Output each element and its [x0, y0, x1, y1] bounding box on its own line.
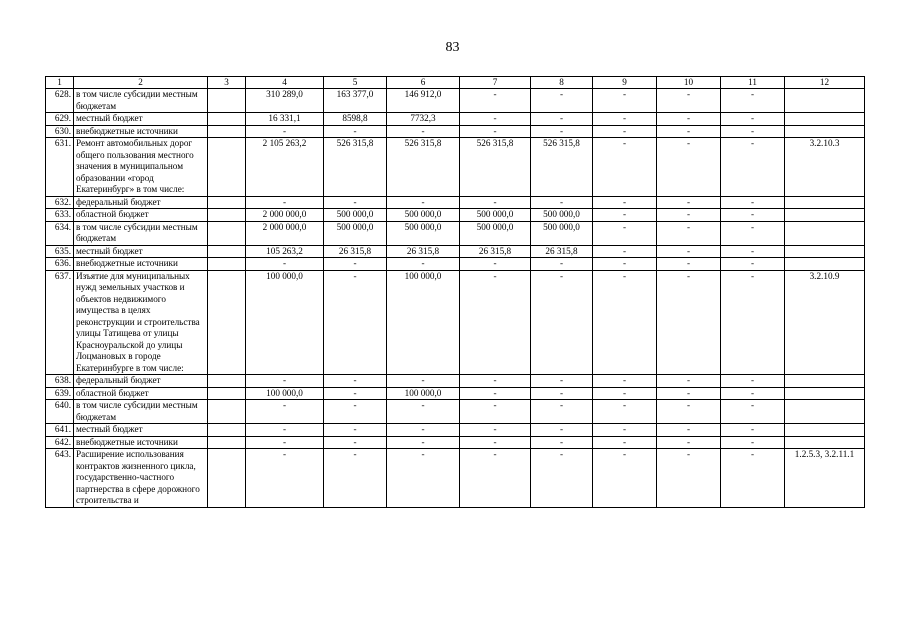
value-cell: -	[246, 424, 324, 437]
reference-cell: 1.2.5.3, 3.2.11.1	[785, 449, 865, 508]
value-cell: -	[387, 258, 460, 271]
column-3-cell	[208, 245, 246, 258]
reference-cell: 3.2.10.9	[785, 270, 865, 375]
value-cell: -	[721, 209, 785, 222]
row-number: 640.	[46, 400, 74, 424]
value-cell: 105 263,2	[246, 245, 324, 258]
column-3-cell	[208, 209, 246, 222]
column-header: 12	[785, 77, 865, 89]
value-cell: -	[657, 375, 721, 388]
table-row	[46, 113, 865, 126]
reference-cell	[785, 436, 865, 449]
row-name: внебюджетные источники	[74, 125, 208, 138]
value-cell: -	[593, 245, 657, 258]
value-cell: -	[460, 387, 531, 400]
value-cell: -	[324, 196, 387, 209]
column-header: 5	[324, 77, 387, 89]
value-cell: -	[593, 89, 657, 113]
value-cell: 526 315,8	[531, 138, 593, 197]
value-cell: 100 000,0	[246, 387, 324, 400]
column-3-cell	[208, 125, 246, 138]
value-cell: -	[387, 125, 460, 138]
value-cell: -	[460, 270, 531, 375]
column-header: 6	[387, 77, 460, 89]
value-cell: 26 315,8	[324, 245, 387, 258]
value-cell: -	[721, 387, 785, 400]
table-row	[46, 375, 865, 388]
value-cell: -	[324, 387, 387, 400]
row-name: областной бюджет	[74, 209, 208, 222]
value-cell: -	[246, 125, 324, 138]
value-cell: -	[657, 436, 721, 449]
column-3-cell	[208, 424, 246, 437]
column-3-cell	[208, 375, 246, 388]
column-header: 9	[593, 77, 657, 89]
row-number: 631.	[46, 138, 74, 197]
value-cell: -	[593, 270, 657, 375]
column-3-cell	[208, 387, 246, 400]
reference-cell	[785, 424, 865, 437]
reference-cell	[785, 196, 865, 209]
value-cell: -	[721, 113, 785, 126]
value-cell: 500 000,0	[460, 221, 531, 245]
column-3-cell	[208, 449, 246, 508]
value-cell: -	[324, 424, 387, 437]
value-cell: 500 000,0	[324, 221, 387, 245]
reference-cell	[785, 89, 865, 113]
value-cell: -	[531, 125, 593, 138]
value-cell: 163 377,0	[324, 89, 387, 113]
row-number: 630.	[46, 125, 74, 138]
budget-table	[45, 76, 865, 508]
value-cell: -	[721, 125, 785, 138]
value-cell: -	[721, 400, 785, 424]
reference-cell	[785, 113, 865, 126]
table-row	[46, 221, 865, 245]
value-cell: -	[324, 125, 387, 138]
value-cell: -	[460, 436, 531, 449]
table-row	[46, 449, 865, 508]
value-cell: -	[593, 113, 657, 126]
value-cell: 16 331,1	[246, 113, 324, 126]
value-cell: -	[593, 196, 657, 209]
value-cell: -	[531, 375, 593, 388]
value-cell: -	[593, 387, 657, 400]
column-header: 1	[46, 77, 74, 89]
row-number: 637.	[46, 270, 74, 375]
value-cell: -	[387, 424, 460, 437]
row-name: федеральный бюджет	[74, 375, 208, 388]
table-row	[46, 209, 865, 222]
value-cell: -	[593, 125, 657, 138]
value-cell: -	[460, 375, 531, 388]
value-cell: -	[531, 196, 593, 209]
value-cell: -	[657, 258, 721, 271]
row-number: 632.	[46, 196, 74, 209]
column-3-cell	[208, 138, 246, 197]
table-row	[46, 436, 865, 449]
value-cell: 500 000,0	[324, 209, 387, 222]
value-cell: 500 000,0	[531, 221, 593, 245]
value-cell: -	[324, 258, 387, 271]
value-cell: -	[324, 436, 387, 449]
table-row	[46, 400, 865, 424]
reference-cell	[785, 221, 865, 245]
value-cell: -	[593, 449, 657, 508]
table-row	[46, 424, 865, 437]
row-name: областной бюджет	[74, 387, 208, 400]
value-cell: -	[721, 245, 785, 258]
table-row	[46, 245, 865, 258]
value-cell: -	[657, 113, 721, 126]
table-header-row	[46, 77, 865, 89]
value-cell: -	[387, 400, 460, 424]
value-cell: 7732,3	[387, 113, 460, 126]
value-cell: -	[593, 436, 657, 449]
value-cell: -	[657, 400, 721, 424]
column-3-cell	[208, 270, 246, 375]
value-cell: -	[246, 436, 324, 449]
value-cell: -	[324, 270, 387, 375]
value-cell: -	[593, 375, 657, 388]
table-row	[46, 196, 865, 209]
row-number: 639.	[46, 387, 74, 400]
column-header: 4	[246, 77, 324, 89]
row-name: федеральный бюджет	[74, 196, 208, 209]
value-cell: -	[324, 375, 387, 388]
table-row	[46, 387, 865, 400]
row-name: Ремонт автомобильных дорог общего пользования местного значения в муниципальном образовании «город Екатеринбург» в том числе:	[74, 138, 208, 197]
column-3-cell	[208, 196, 246, 209]
value-cell: -	[387, 196, 460, 209]
reference-cell	[785, 387, 865, 400]
row-name: Расширение использования контрактов жизненного цикла, государственно-частного партнерства в сфере дорожного строительства и	[74, 449, 208, 508]
value-cell: -	[657, 387, 721, 400]
column-header: 3	[208, 77, 246, 89]
row-name: в том числе субсидии местным бюджетам	[74, 221, 208, 245]
reference-cell	[785, 258, 865, 271]
row-name: местный бюджет	[74, 245, 208, 258]
value-cell: -	[657, 245, 721, 258]
value-cell: -	[531, 89, 593, 113]
page-number: 83	[445, 40, 460, 55]
table-row	[46, 89, 865, 113]
value-cell: -	[246, 196, 324, 209]
reference-cell	[785, 209, 865, 222]
value-cell: -	[531, 400, 593, 424]
value-cell: -	[531, 387, 593, 400]
value-cell: -	[387, 436, 460, 449]
row-name: местный бюджет	[74, 424, 208, 437]
value-cell: -	[657, 89, 721, 113]
value-cell: -	[460, 196, 531, 209]
row-number: 629.	[46, 113, 74, 126]
column-3-cell	[208, 113, 246, 126]
value-cell: -	[387, 375, 460, 388]
value-cell: 500 000,0	[387, 221, 460, 245]
value-cell: -	[460, 400, 531, 424]
value-cell: -	[246, 400, 324, 424]
value-cell: 526 315,8	[324, 138, 387, 197]
column-header: 11	[721, 77, 785, 89]
value-cell: -	[657, 424, 721, 437]
value-cell: -	[657, 221, 721, 245]
row-name: внебюджетные источники	[74, 436, 208, 449]
value-cell: 310 289,0	[246, 89, 324, 113]
value-cell: -	[460, 449, 531, 508]
value-cell: -	[460, 424, 531, 437]
value-cell: -	[460, 113, 531, 126]
value-cell: -	[460, 258, 531, 271]
column-3-cell	[208, 221, 246, 245]
value-cell: -	[721, 436, 785, 449]
column-3-cell	[208, 89, 246, 113]
value-cell: 500 000,0	[387, 209, 460, 222]
value-cell: -	[721, 221, 785, 245]
table-row	[46, 270, 865, 375]
value-cell: -	[531, 258, 593, 271]
row-number: 628.	[46, 89, 74, 113]
value-cell: 100 000,0	[246, 270, 324, 375]
value-cell: -	[460, 125, 531, 138]
value-cell: -	[324, 400, 387, 424]
value-cell: 26 315,8	[531, 245, 593, 258]
row-number: 635.	[46, 245, 74, 258]
row-number: 642.	[46, 436, 74, 449]
value-cell: 26 315,8	[460, 245, 531, 258]
column-3-cell	[208, 436, 246, 449]
value-cell: -	[531, 436, 593, 449]
value-cell: -	[657, 449, 721, 508]
value-cell: -	[246, 449, 324, 508]
row-number: 633.	[46, 209, 74, 222]
value-cell: -	[246, 258, 324, 271]
value-cell: 2 000 000,0	[246, 209, 324, 222]
value-cell: -	[593, 221, 657, 245]
value-cell: -	[531, 424, 593, 437]
table-row	[46, 125, 865, 138]
row-number: 634.	[46, 221, 74, 245]
row-name: в том числе субсидии местным бюджетам	[74, 400, 208, 424]
value-cell: 100 000,0	[387, 270, 460, 375]
value-cell: -	[721, 375, 785, 388]
value-cell: -	[531, 113, 593, 126]
value-cell: 8598,8	[324, 113, 387, 126]
row-number: 641.	[46, 424, 74, 437]
value-cell: -	[721, 196, 785, 209]
value-cell: -	[593, 209, 657, 222]
table-row	[46, 258, 865, 271]
value-cell: -	[657, 125, 721, 138]
table-body	[46, 89, 865, 508]
value-cell: -	[721, 258, 785, 271]
row-number: 636.	[46, 258, 74, 271]
column-3-cell	[208, 258, 246, 271]
row-name: местный бюджет	[74, 113, 208, 126]
column-header: 2	[74, 77, 208, 89]
value-cell: -	[721, 270, 785, 375]
value-cell: 2 000 000,0	[246, 221, 324, 245]
value-cell: -	[657, 270, 721, 375]
value-cell: -	[593, 138, 657, 197]
value-cell: -	[531, 270, 593, 375]
reference-cell	[785, 245, 865, 258]
value-cell: -	[721, 89, 785, 113]
value-cell: 526 315,8	[387, 138, 460, 197]
table-row	[46, 138, 865, 197]
value-cell: -	[246, 375, 324, 388]
value-cell: -	[721, 138, 785, 197]
row-name: внебюджетные источники	[74, 258, 208, 271]
row-number: 638.	[46, 375, 74, 388]
column-header: 8	[531, 77, 593, 89]
value-cell: 146 912,0	[387, 89, 460, 113]
value-cell: -	[657, 138, 721, 197]
row-name: в том числе субсидии местным бюджетам	[74, 89, 208, 113]
value-cell: -	[460, 89, 531, 113]
reference-cell	[785, 375, 865, 388]
value-cell: 500 000,0	[460, 209, 531, 222]
value-cell: 526 315,8	[460, 138, 531, 197]
value-cell: -	[593, 400, 657, 424]
value-cell: 500 000,0	[531, 209, 593, 222]
value-cell: -	[387, 449, 460, 508]
value-cell: -	[593, 258, 657, 271]
reference-cell: 3.2.10.3	[785, 138, 865, 197]
row-name: Изъятие для муниципальных нужд земельных участков и объектов недвижимого имущества в целях реконструкции и строительства улицы Татищева от улицы Красноуральской до улицы Лоцмановых в городе Екатеринбурге в том числе:	[74, 270, 208, 375]
reference-cell	[785, 400, 865, 424]
column-header: 10	[657, 77, 721, 89]
value-cell: 2 105 263,2	[246, 138, 324, 197]
value-cell: -	[593, 424, 657, 437]
value-cell: -	[657, 209, 721, 222]
value-cell: -	[721, 449, 785, 508]
value-cell: -	[657, 196, 721, 209]
value-cell: 100 000,0	[387, 387, 460, 400]
value-cell: -	[531, 449, 593, 508]
row-number: 643.	[46, 449, 74, 508]
column-header: 7	[460, 77, 531, 89]
value-cell: -	[324, 449, 387, 508]
reference-cell	[785, 125, 865, 138]
value-cell: 26 315,8	[387, 245, 460, 258]
value-cell: -	[721, 424, 785, 437]
column-3-cell	[208, 400, 246, 424]
